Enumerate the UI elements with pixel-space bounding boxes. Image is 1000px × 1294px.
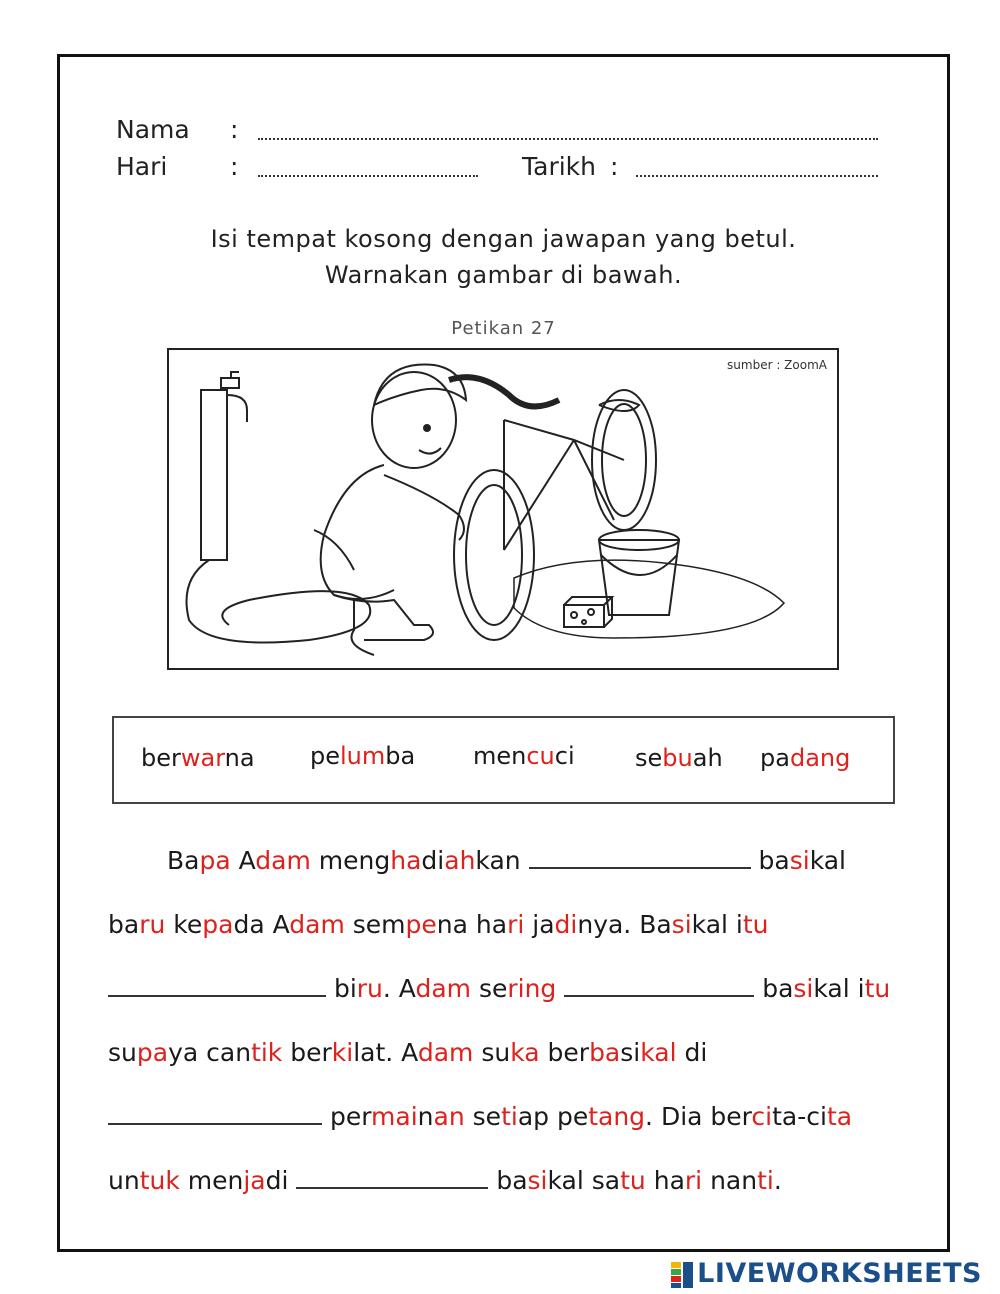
passage-text: ke [165,910,203,939]
passage-text: ba [754,974,794,1003]
highlighted-syllable: mai [371,1102,418,1131]
passage-text: su [108,1038,137,1067]
passage-text: da A [233,910,290,939]
highlighted-syllable: tik [251,1038,283,1067]
passage-text [556,974,564,1003]
highlighted-syllable: pa [136,1038,169,1067]
highlighted-syllable: dang [789,744,851,772]
image-source-label: sumber : ZoomA [727,358,827,372]
passage-text: lat. A [353,1038,418,1067]
passage-text: na ha [436,910,508,939]
highlighted-syllable: tu [864,974,891,1003]
word-bank-item [635,744,723,772]
passage-text: si [620,1038,641,1067]
highlighted-syllable: ti [501,1102,518,1131]
answer-blank[interactable] [529,847,751,869]
word-bank-box [112,716,895,804]
syllable: se [635,744,663,772]
passage-line [167,846,846,875]
highlighted-syllable: lum [340,742,386,770]
syllable: ber [141,744,181,772]
passage-text: nya. Ba [577,910,672,939]
syllable: pe [310,742,340,770]
highlighted-syllable: ha [390,846,422,875]
illustration-boy-washing-bicycle [167,348,839,670]
passage-text: un [108,1166,140,1195]
highlighted-syllable: ja [243,1166,266,1195]
highlighted-syllable: pa [199,846,231,875]
syllable: ah [692,744,723,772]
passage-text: ber [282,1038,332,1067]
highlighted-syllable: pe [405,910,437,939]
tarikh-field[interactable] [636,175,878,177]
highlighted-syllable: dam [289,910,345,939]
passage-text: se [464,1102,502,1131]
passage-text: ba [488,1166,528,1195]
highlighted-syllable: tu [620,1166,646,1195]
answer-blank[interactable] [108,975,326,997]
answer-blank[interactable] [296,1167,488,1189]
highlighted-syllable: bu [662,744,693,772]
highlighted-syllable: si [793,974,814,1003]
tarikh-colon: : [610,152,619,181]
syllable: pa [760,744,790,772]
highlighted-syllable: ri [684,1166,703,1195]
highlighted-syllable: war [180,744,225,772]
passage-text: ja [524,910,555,939]
passage-text: kal i [813,974,865,1003]
passage-text: A [230,846,256,875]
passage-text: di [676,1038,708,1067]
word-bank-item [760,744,850,772]
passage-text: ap pe [517,1102,589,1131]
highlighted-syllable: ti [757,1166,774,1195]
passage-text: per [322,1102,372,1131]
highlighted-syllable: cu [526,742,555,770]
passage-text: se [471,974,508,1003]
passage-text: ha [645,1166,685,1195]
passage-line [108,910,769,939]
instruction-line-2: Warnakan gambar di bawah. [324,261,683,289]
highlighted-syllable: tang [588,1102,646,1131]
passage-text: su [473,1038,511,1067]
passage-line [108,1166,782,1195]
passage-text: ba [108,910,140,939]
highlighted-syllable: ka [510,1038,540,1067]
word-bank-item [310,742,415,770]
answer-blank[interactable] [108,1103,322,1125]
highlighted-syllable: si [527,1166,548,1195]
passage-text: meng [310,846,391,875]
passage-text: di [421,846,445,875]
highlighted-syllable: ri [507,910,525,939]
nama-field[interactable] [258,138,878,140]
highlighted-syllable: ru [139,910,166,939]
passage-text: . A [382,974,416,1003]
passage-text: ya can [168,1038,252,1067]
instruction-line-1: Isi tempat kosong dengan jawapan yang betul. [210,225,797,253]
highlighted-syllable: kal [640,1038,677,1067]
hari-label: Hari [116,152,168,181]
passage-text: ba [750,846,790,875]
highlighted-syllable: ah [444,846,476,875]
hari-field[interactable] [258,175,478,177]
syllable: na [224,744,255,772]
passage-text: nan [702,1166,758,1195]
tarikh-label: Tarikh [522,152,596,181]
passage-title: Petikan 27 [451,318,556,339]
syllable: ba [385,742,416,770]
highlighted-syllable: ci [751,1102,773,1131]
highlighted-syllable: ring [507,974,557,1003]
highlighted-syllable: tuk [139,1166,180,1195]
passage-line [108,974,890,1003]
syllable: ci [554,742,575,770]
highlighted-syllable: pa [202,910,234,939]
brand-text: LIVEWORKSHEETS [697,1258,982,1289]
highlighted-syllable: dam [417,1038,474,1067]
syllable: men [473,742,527,770]
highlighted-syllable: si [671,910,692,939]
passage-text: men [179,1166,244,1195]
passage-text: sem [344,910,406,939]
highlighted-syllable: tu [742,910,769,939]
passage-text: Ba [167,846,200,875]
passage-line [108,1038,707,1067]
passage-text: ta-ci [772,1102,827,1131]
passage-text: bi [326,974,357,1003]
liveworksheets-logo-icon [671,1262,693,1288]
passage-text: di [265,1166,297,1195]
word-bank-item [141,744,255,772]
nama-label: Nama [116,115,190,144]
highlighted-syllable: si [789,846,810,875]
liveworksheets-brand [671,1258,982,1289]
passage-text: kal sa [547,1166,621,1195]
passage-text: kal i [691,910,743,939]
hari-colon: : [230,152,239,181]
highlighted-syllable: dam [415,974,471,1003]
passage-text: n [417,1102,434,1131]
highlighted-syllable: an [433,1102,465,1131]
word-bank-item [473,742,575,770]
passage-text: kan [475,846,529,875]
passage-text: . [773,1166,782,1195]
answer-blank[interactable] [564,975,754,997]
highlighted-syllable: di [554,910,578,939]
boy-bicycle-drawing [169,350,837,668]
passage-text: . Dia ber [645,1102,752,1131]
highlighted-syllable: ba [589,1038,621,1067]
passage-text: kal [809,846,847,875]
highlighted-syllable: ta [826,1102,853,1131]
passage-line [108,1102,852,1131]
passage-text: ber [539,1038,590,1067]
highlighted-syllable: ki [331,1038,354,1067]
nama-colon: : [230,115,239,144]
highlighted-syllable: ru [356,974,383,1003]
highlighted-syllable: dam [255,846,311,875]
